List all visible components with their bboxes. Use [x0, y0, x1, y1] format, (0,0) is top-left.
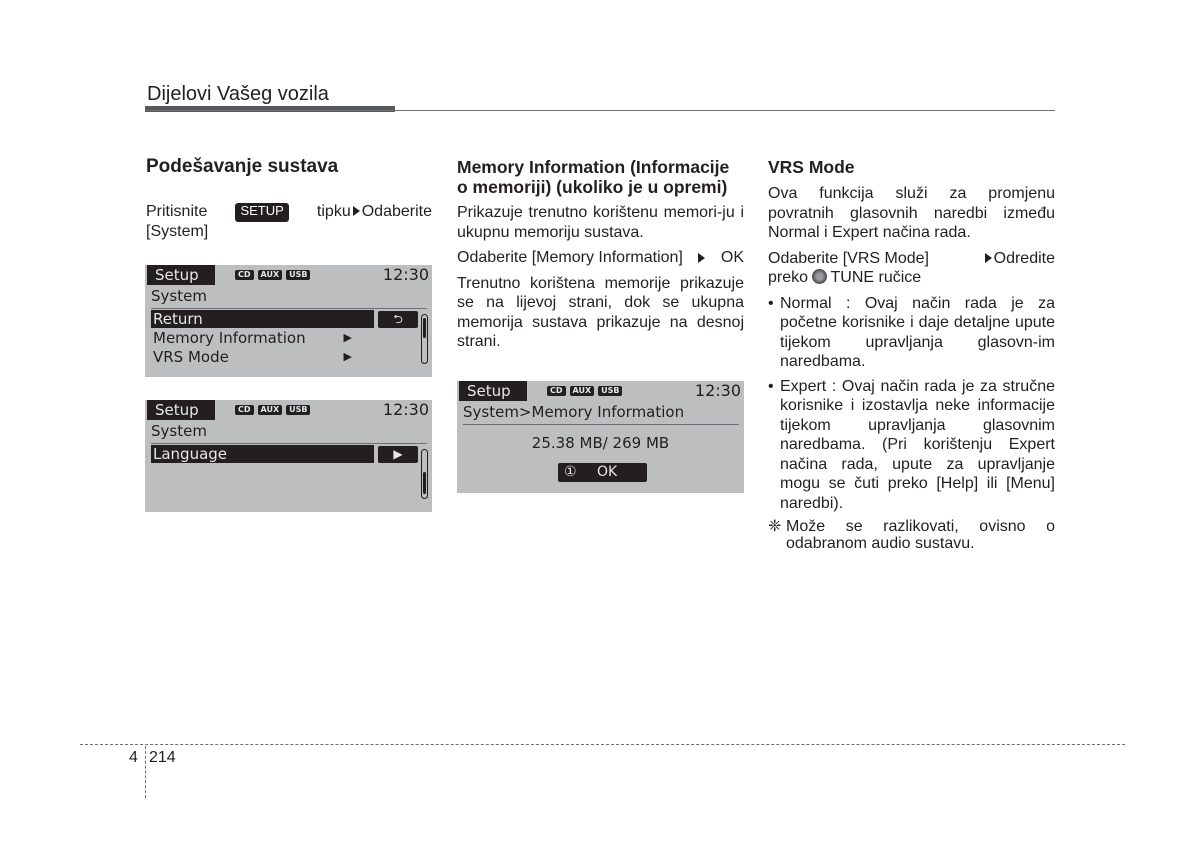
chapter-number: 4: [129, 749, 138, 766]
paragraph-vrs-desc: Ova funkcija služi za promjenu povratnih glasovnih naredbi između Normal i Expert načina rada.: [768, 185, 1055, 241]
page-number: 214: [149, 749, 176, 766]
lcd-screen-memory-information: [457, 381, 744, 493]
screen-topbar: [145, 265, 432, 285]
screen-breadcrumb: System: [151, 422, 207, 440]
screen-tab: Setup: [147, 265, 215, 285]
scrollbar-thumb[interactable]: [423, 318, 426, 338]
section-title: Dijelovi Vašeg vozila: [147, 83, 329, 105]
note-icon: ❈: [768, 518, 782, 535]
return-icon[interactable]: ⮌: [378, 311, 418, 328]
instr-prefix: Pritisnite: [146, 203, 208, 220]
menu-item-memory-information[interactable]: Memory Information ▶: [151, 329, 374, 347]
header-rule-thin: [145, 110, 1055, 111]
aux-icon: AUX: [570, 386, 595, 396]
screen-breadcrumb: System: [151, 287, 207, 305]
clock: 12:30: [694, 381, 741, 400]
bullet-expert: • Expert : Ovaj način rada je za stručne korisnike i izostavlja neke informacije tijekom upravljanja glasovnim naredbama. (Pri korištenju Expert načina rada, upute za upravljanje mogu se čuti preko [Help] ili [Menu] naredbi).: [768, 377, 1055, 512]
arrow-right-icon: [698, 253, 705, 263]
heading-vrs-mode: VRS Mode: [768, 157, 855, 177]
memory-usage: 25.38 MB/ 269 MB: [531, 434, 670, 452]
aux-icon: AUX: [258, 405, 283, 415]
cd-icon: CD: [235, 405, 254, 415]
instruction-memory: Odaberite [Memory Information] OK: [457, 249, 744, 266]
cd-icon: CD: [235, 270, 254, 280]
usb-icon: USB: [286, 405, 310, 415]
paragraph-memory-desc: Prikazuje trenutno korištenu memori-ju i ukupnu memoriju sustava.: [457, 204, 744, 241]
aux-icon: AUX: [258, 270, 283, 280]
arrow-right-icon: [353, 206, 360, 216]
instruction-line: [146, 202, 432, 222]
instruction-vrs: Odaberite [VRS Mode] Odredite: [768, 249, 1055, 267]
screen-topbar: [457, 381, 744, 401]
screen-topbar: [145, 400, 432, 420]
divider: [151, 443, 427, 444]
column-system-setup: [146, 156, 432, 241]
note: ❈ Može se razlikovati, ovisno o odabranom audio sustavu.: [768, 518, 1055, 552]
source-icons: [235, 270, 310, 280]
chevron-right-icon[interactable]: ▶: [378, 446, 418, 463]
menu-item-language[interactable]: Language: [151, 445, 374, 463]
cd-icon: CD: [547, 386, 566, 396]
footer-rule: [80, 744, 1125, 745]
heading-system-setup: Podešavanje sustava: [146, 156, 339, 177]
info-icon: ①: [564, 464, 577, 480]
heading-memory-information: Memory Information (Informacije o memoriji) (ukoliko je u opremi): [457, 157, 730, 197]
source-icons: [547, 386, 622, 396]
footer-vertical-rule: [145, 746, 146, 798]
setup-key-badge: SETUP: [235, 203, 288, 222]
instr-line2: [System]: [146, 222, 209, 240]
clock: 12:30: [382, 265, 429, 284]
arrow-right-icon: [985, 253, 992, 263]
bullet-normal: • Normal : Ovaj način rada je za početne korisnike i daje detaljne upute tijekom upravljanja glasovn-im naredbama.: [768, 294, 1055, 370]
instr-mid: tipku Odaberite: [316, 203, 432, 220]
tune-knob-icon: [812, 269, 827, 284]
ok-button[interactable]: [558, 463, 647, 482]
clock: 12:30: [382, 400, 429, 419]
instruction-vrs-line2: preko TUNE ručice: [768, 269, 922, 286]
screen-breadcrumb: System>Memory Information: [463, 403, 685, 421]
screen-tab: Setup: [147, 400, 215, 420]
column-memory-information: [457, 157, 744, 358]
screen-tab: Setup: [459, 381, 527, 401]
usb-icon: USB: [598, 386, 622, 396]
column-vrs-mode: [768, 157, 1055, 557]
ok-label: OK: [597, 464, 618, 480]
lcd-screen-language-menu: [145, 400, 432, 512]
scrollbar-thumb[interactable]: [423, 472, 426, 494]
header-rule-thick: [145, 106, 395, 112]
usb-icon: USB: [286, 270, 310, 280]
paragraph-memory-side: Trenutno korištena memorije prikazuje se na lijevoj strani, dok se ukupna memorija sustava prikazuje na desnoj strani.: [457, 274, 744, 350]
divider: [463, 424, 739, 425]
divider: [151, 308, 427, 309]
menu-item-return[interactable]: Return: [151, 310, 374, 328]
source-icons: [235, 405, 310, 415]
menu-item-vrs-mode[interactable]: VRS Mode ▶: [151, 348, 374, 366]
chevron-right-icon: ▶: [343, 331, 352, 344]
lcd-screen-system-menu: [145, 265, 432, 377]
chevron-right-icon: ▶: [343, 350, 352, 363]
